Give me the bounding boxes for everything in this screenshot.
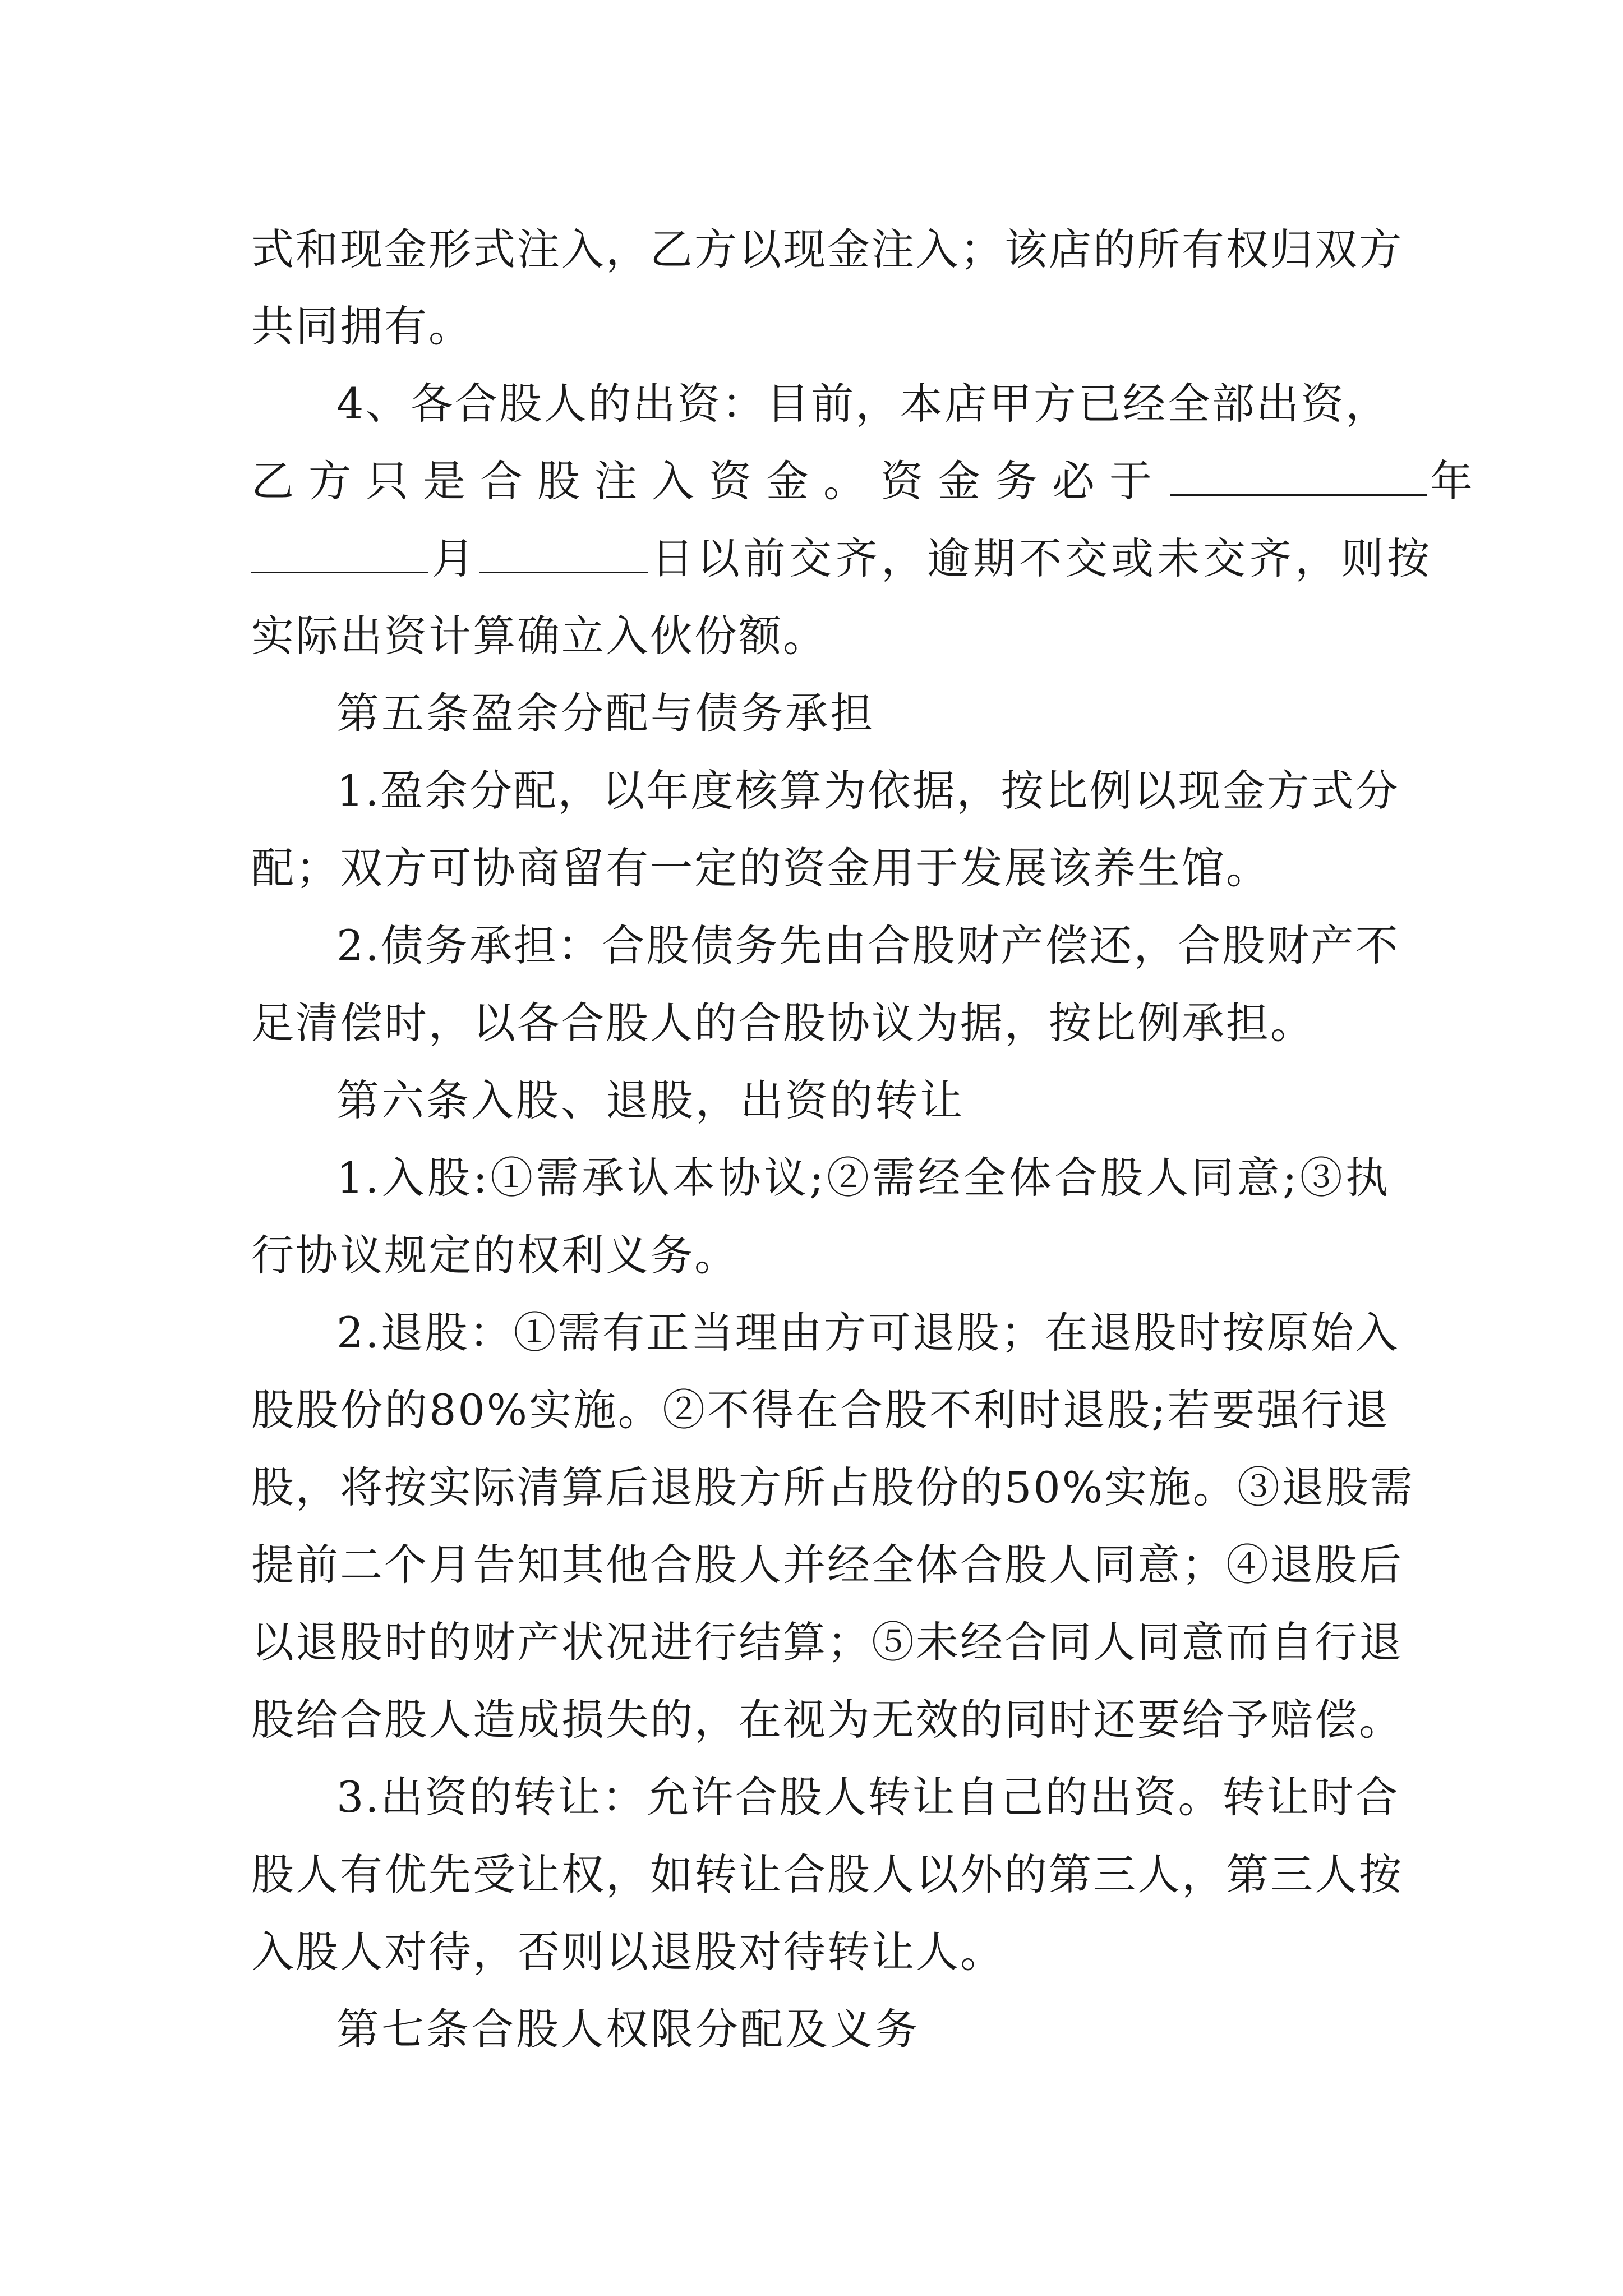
paragraph-line: 3.出资的转让：允许合股人转让自己的出资。转让时合 <box>336 1772 1400 1822</box>
paragraph-line: 提前二个月告知其他合股人并经全体合股人同意；④退股后 <box>251 1540 1403 1590</box>
paragraph-line: 股，将按实际清算后退股方所占股份的50%实施。③退股需 <box>251 1462 1414 1512</box>
paragraph-line: 股人有优先受让权，如转让合股人以外的第三人，第三人按 <box>251 1849 1403 1899</box>
year-blank[interactable] <box>1170 459 1427 496</box>
fill-in-line <box>251 453 1474 509</box>
fill-in-line <box>251 531 1433 587</box>
month-label: 月 <box>432 533 476 583</box>
paragraph-line: 以退股时的财产状况进行结算；⑤未经合同人同意而自行退 <box>251 1617 1403 1667</box>
paragraph-line: 行协议规定的权利义务。 <box>251 1230 739 1280</box>
paragraph-line: 2.债务承担：合股债务先由合股财产偿还，合股财产不 <box>336 921 1400 970</box>
paragraph-text: 日以前交齐，逾期不交或未交齐，则按 <box>651 533 1433 583</box>
paragraph-line: 2.退股：①需有正当理由方可退股；在退股时按原始入 <box>336 1308 1400 1358</box>
paragraph-line: 配；双方可协商留有一定的资金用于发展该养生馆。 <box>251 843 1270 893</box>
paragraph-line: 4、各合股人的出资：目前，本店甲方已经全部出资， <box>336 379 1390 429</box>
day-blank[interactable] <box>479 537 648 573</box>
paragraph-line: 式和现金形式注入，乙方以现金注入；该店的所有权归双方 <box>251 224 1403 274</box>
section-heading: 第六条入股、退股，出资的转让 <box>336 1075 965 1125</box>
month-blank[interactable] <box>251 537 428 573</box>
paragraph-line: 足清偿时，以各合股人的合股协议为据，按比例承担。 <box>251 998 1315 1048</box>
paragraph-line: 股股份的80%实施。②不得在合股不利时退股;若要强行退 <box>251 1385 1390 1435</box>
year-label: 年 <box>1430 456 1474 506</box>
paragraph-line: 股给合股人造成损失的，在视为无效的同时还要给予赔偿。 <box>251 1695 1403 1745</box>
section-heading: 第五条盈余分配与债务承担 <box>336 688 875 738</box>
section-heading: 第七条合股人权限分配及义务 <box>336 2004 920 2054</box>
paragraph-line: 1.入股:①需承认本协议;②需经全体合股人同意;③执 <box>336 1153 1390 1203</box>
paragraph-line: 1.盈余分配，以年度核算为依据，按比例以现金方式分 <box>336 766 1400 816</box>
paragraph-line: 共同拥有。 <box>251 301 473 351</box>
paragraph-line: 实际出资计算确立入伙份额。 <box>251 611 827 661</box>
paragraph-text: 乙方只是合股注入资金。资金务必于 <box>251 456 1166 506</box>
paragraph-line: 入股人对待，否则以退股对待转让人。 <box>251 1927 1004 1977</box>
